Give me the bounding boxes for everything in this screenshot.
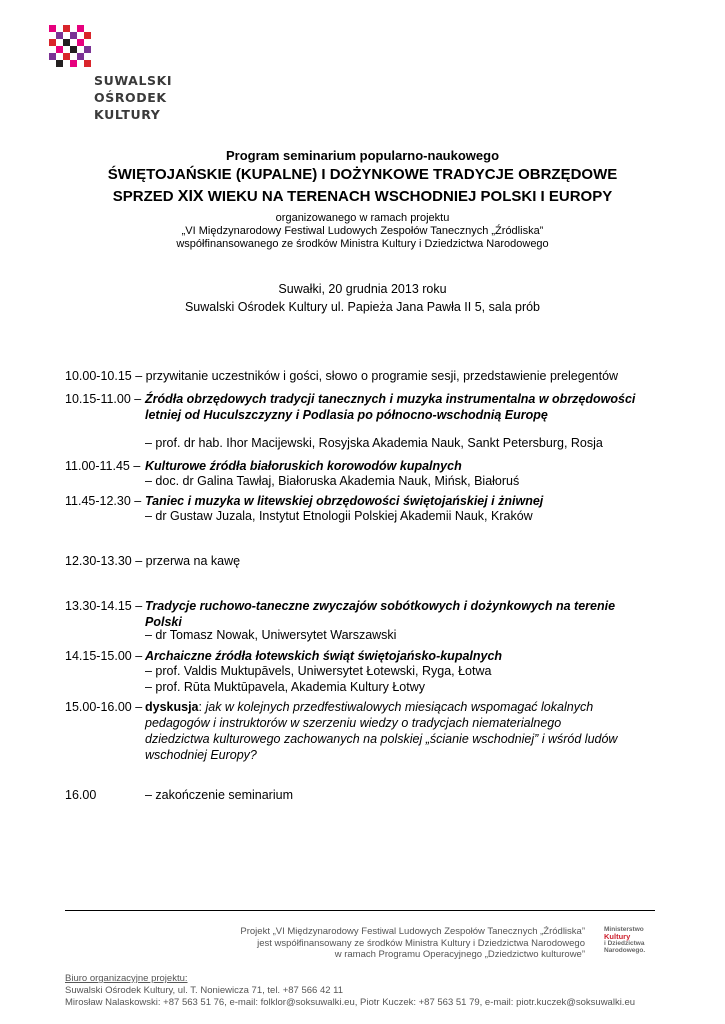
office-label: Biuro organizacyjne projektu: (65, 973, 188, 984)
logo-cell (70, 46, 77, 53)
program-item-7-speaker-2: – prof. Rūta Muktūpavela, Akademia Kultury Łotwy (145, 680, 426, 694)
program-item-3-title: Kulturowe źródła białoruskich korowodów kupalnych (145, 459, 462, 473)
ministry-logo (604, 926, 645, 954)
funding-line-3: w ramach Programu Operacyjnego „Dziedzictwo kulturowe” (334, 949, 585, 960)
logo-cell (56, 46, 63, 53)
funding-line-2: jest współfinansowany ze środków Ministra Kultury i Dziedzictwa Narodowego (257, 937, 585, 949)
logo-cell (77, 25, 84, 32)
logo-cell (63, 25, 70, 32)
program-item-7-title: Archaiczne źródła łotewskich świąt świętojańsko-kupalnych (145, 649, 503, 663)
program-item-7-time: 14.15-15.00 – (65, 649, 143, 663)
title-part: WIEKU NA TERENACH WSCHODNIEJ POLSKI I EUROPY (203, 188, 613, 205)
ministry-logo-line: Kultury (604, 932, 631, 941)
logo-line-1: SUWALSKI (94, 73, 173, 88)
program-item-welcome: 10.00-10.15 – przywitanie uczestników i gości, słowo o programie sesji, przedstawienie prelegentów (65, 369, 619, 383)
ministry-logo-line: Ministerstwo (604, 926, 644, 933)
logo-cell (84, 60, 91, 67)
program-item-6-time: 13.30-14.15 – (65, 599, 143, 613)
logo-cell (63, 39, 70, 46)
logo-wordmark (94, 72, 172, 123)
office-contacts: Mirosław Nalaskowski: +87 563 51 76, e-mail: folklor@soksuwalki.eu, Piotr Kuczek: +87 563 51 79, e-mail: piotr.kuczek@soksuwalki.eu (65, 997, 636, 1008)
organizer-note (0, 212, 725, 251)
ministry-logo-line: Narodowego. (604, 947, 646, 954)
program-item-4-speaker: – dr Gustaw Juzala, Instytut Etnologii Polskiej Akademii Nauk, Kraków (145, 509, 533, 523)
program-item-9-time: 16.00 (65, 788, 97, 802)
program-item-3-speaker: – doc. dr Galina Tawłaj, Białoruska Akademia Nauk, Mińsk, Białoruś (145, 474, 520, 488)
logo-cell (77, 39, 84, 46)
event-location: Suwalski Ośrodek Kultury ul. Papieża Jana Pawła II 5, sala prób (184, 300, 541, 314)
org-line-1: organizowanego w ramach projektu (275, 212, 450, 224)
org-line-2: „VI Międzynarodowy Festiwal Ludowych Zespołów Tanecznych „Źródliska” (181, 225, 544, 237)
discussion-topic: jak w kolejnych przedfestiwalowych miesiącach wspomagać lokalnych pedagogów i instruktorów w szerzeniu wiedzy o tradycjach niematerialnego dziedzictwa kulturowego zachowanych na polskiej „ścianie wschodniej” i wśród ludów wschodniej Europy? (145, 700, 618, 762)
logo-cell (84, 32, 91, 39)
program-item-2-title: Źródła obrzędowych tradycji tanecznych i muzyka instrumentalna w obrzędowości letniej od Huculszczyzny i Podlasia po północno-wschodnią Europę (145, 392, 636, 422)
program-item-8-time: 15.00-16.00 – (65, 700, 143, 714)
logo-line-2: OŚRODEK (94, 90, 167, 105)
funding-line-1: Projekt „VI Międzynarodowy Festiwal Ludowych Zespołów Tanecznych „Źródliska” (240, 926, 585, 937)
logo-cell (56, 60, 63, 67)
program-item-6-speaker: – dr Tomasz Nowak, Uniwersytet Warszawski (145, 628, 397, 642)
seminar-title (0, 164, 725, 208)
ministry-logo-line: i Dziedzictwa (604, 940, 645, 947)
title-line-1: ŚWIĘTOJAŃSKIE (KUPALNE) I DOŻYNKOWE TRADYCJE OBRZĘDOWE (107, 166, 618, 183)
logo-cell (70, 60, 77, 67)
funding-note (240, 926, 585, 961)
program-item-break: 12.30-13.30 – przerwa na kawę (65, 554, 241, 568)
program-item-closing: – zakończenie seminarium (145, 788, 293, 802)
title-part: SPRZED (112, 188, 178, 205)
program-item-3-time: 11.00-11.45 – (65, 459, 141, 473)
footer-divider (65, 910, 655, 911)
logo-cell (56, 32, 63, 39)
project-office (65, 973, 635, 1009)
discussion-colon: : (198, 700, 202, 714)
org-line-3: współfinansowanego ze środków Ministra Kultury i Dziedzictwa Narodowego (176, 238, 549, 250)
logo-cell (49, 39, 56, 46)
program-item-7-speaker-1: – prof. Valdis Muktupāvels, Uniwersytet Łotewski, Ryga, Łotwa (145, 664, 492, 678)
sok-logo-mark (48, 24, 92, 68)
program-item-6-title: Tradycje ruchowo-taneczne zwyczajów sobótkowych i dożynkowych na terenie Polski (145, 599, 616, 629)
program-item-4-time: 11.45-12.30 – (65, 494, 142, 508)
logo-line-3: KULTURY (94, 107, 161, 122)
program-item-4-title: Taniec i muzyka w litewskiej obrzędowości świętojańskiej i żniwnej (145, 494, 544, 508)
program-intro: Program seminarium popularno-naukowego (225, 148, 500, 163)
title-line-2 (0, 186, 725, 208)
title-century: XIX (177, 188, 204, 205)
logo-cell (49, 53, 56, 60)
logo-cell (77, 53, 84, 60)
program-item-2-speaker: – prof. dr hab. Ihor Macijewski, Rosyjska Akademia Nauk, Sankt Petersburg, Rosja (145, 436, 603, 450)
program-item-discussion (145, 699, 625, 763)
program-item-2-time: 10.15-11.00 – (65, 392, 142, 406)
date-location (0, 280, 725, 316)
logo-cell (49, 25, 56, 32)
logo-cell (63, 53, 70, 60)
logo-cell (70, 32, 77, 39)
discussion-label: dyskusja (145, 700, 199, 714)
logo-cell (84, 46, 91, 53)
office-address: Suwalski Ośrodek Kultury, ul. T. Noniewicza 71, tel. +87 566 42 11 (65, 985, 344, 996)
event-date: Suwałki, 20 grudnia 2013 roku (278, 282, 447, 296)
